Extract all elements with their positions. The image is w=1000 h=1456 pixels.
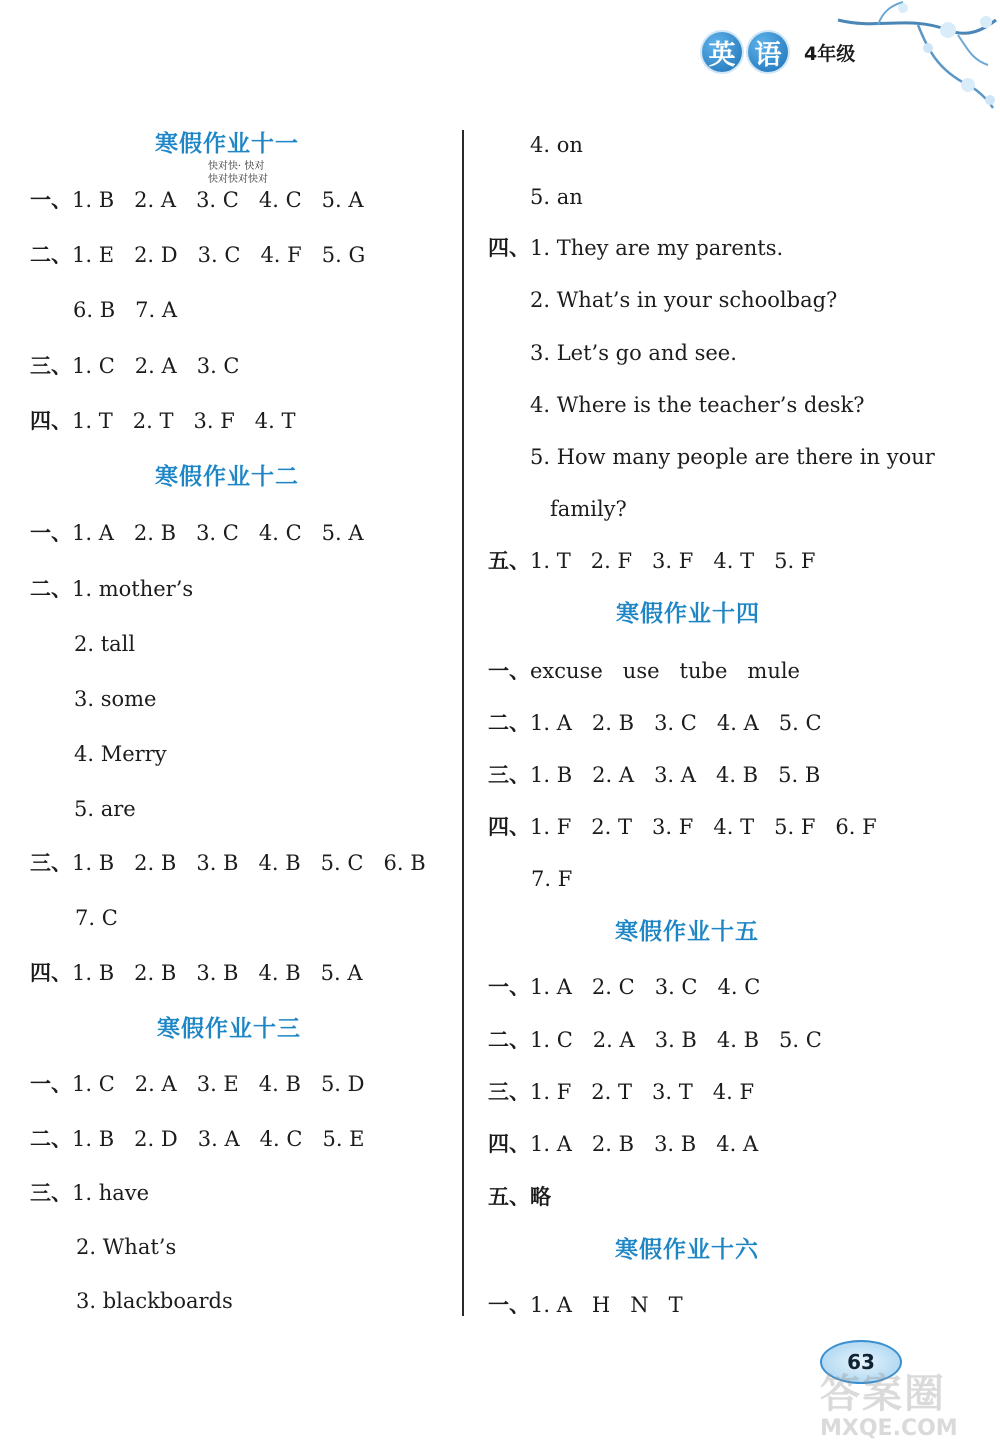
section-title: 寒假作业十一 [155,131,299,157]
answer-row: 3. Let’s go and see. [530,341,737,365]
column-divider [462,130,464,1316]
watermark [820,1372,990,1452]
answer-row: 一、1. A 2. B 3. C 4. C 5. A [30,521,364,545]
answer-row: 二、1. E 2. D 3. C 4. F 5. G [30,243,366,267]
answer-row: 二、1. B 2. D 3. A 4. C 5. E [30,1127,365,1151]
answer-row: 6. B 7. A [73,298,178,322]
answer-row: 三、1. B 2. B 3. B 4. B 5. C 6. B [30,851,426,875]
answer-row: 一、1. A 2. C 3. C 4. C [488,975,761,999]
answer-row: 4. Where is the teacher’s desk? [530,393,865,417]
watermark-logo: 答案圈 [820,1371,946,1417]
answer-row: 三、1. B 2. A 3. A 4. B 5. B [488,763,821,787]
answer-row: 四、1. F 2. T 3. F 4. T 5. F 6. F [488,815,877,839]
page-number: 63 [820,1340,902,1384]
answer-row: 一、excuse use tube mule [488,659,800,683]
answer-row: 3. blackboards [76,1289,233,1313]
answer-row: 四、1. T 2. T 3. F 4. T [30,409,296,433]
section-title: 寒假作业十五 [615,919,759,945]
subject-char-badge-2: 语 [748,32,788,72]
answer-row: 3. some [74,687,157,711]
answer-row: 二、1. mother’s [30,577,194,601]
answer-row: 二、1. A 2. B 3. C 4. A 5. C [488,711,822,735]
answer-row: 一、1. A H N T [488,1293,683,1317]
answer-row: 五、1. T 2. F 3. F 4. T 5. F [488,549,816,573]
answer-row: 5. How many people are there in your [530,445,935,469]
snowy-branch-decoration [818,0,998,110]
section-title: 寒假作业十六 [615,1237,759,1263]
answer-row: 一、1. B 2. A 3. C 4. C 5. A [30,188,364,212]
answer-row: 5. an [530,185,583,209]
watermark-url: MXQE.COM [820,1416,958,1441]
answer-row: 四、1. They are my parents. [488,236,784,260]
section-title: 寒假作业十二 [155,464,299,490]
answer-row: 一、1. C 2. A 3. E 4. B 5. D [30,1072,365,1096]
answer-row: 四、1. B 2. B 3. B 4. B 5. A [30,961,363,985]
answer-row: 7. F [531,867,573,891]
answer-row: 三、1. have [30,1181,150,1205]
answer-row: 三、1. C 2. A 3. C [30,354,240,378]
answer-row: 5. are [74,797,136,821]
answer-row: 4. Merry [74,742,167,766]
answer-row: 2. What’s in your schoolbag? [530,288,838,312]
answer-row: 2. tall [74,632,136,656]
answer-row: 2. What’s [76,1235,177,1259]
answer-row: 7. C [75,906,118,930]
answer-row: 四、1. A 2. B 3. B 4. A [488,1132,759,1156]
answer-row: 4. on [530,133,583,157]
section-title: 寒假作业十四 [616,601,760,627]
grade-label: 4年级 [804,42,856,65]
answer-row: family? [530,497,627,521]
answer-row: 三、1. F 2. T 3. T 4. F [488,1080,755,1104]
section-title: 寒假作业十三 [157,1016,301,1042]
answer-row: 五、略 [488,1185,551,1209]
subject-char-badge-1: 英 [702,32,742,72]
handwritten-scribble: 快对快· 快对 快对快对快对 [208,161,268,185]
answer-row: 二、1. C 2. A 3. B 4. B 5. C [488,1028,822,1052]
